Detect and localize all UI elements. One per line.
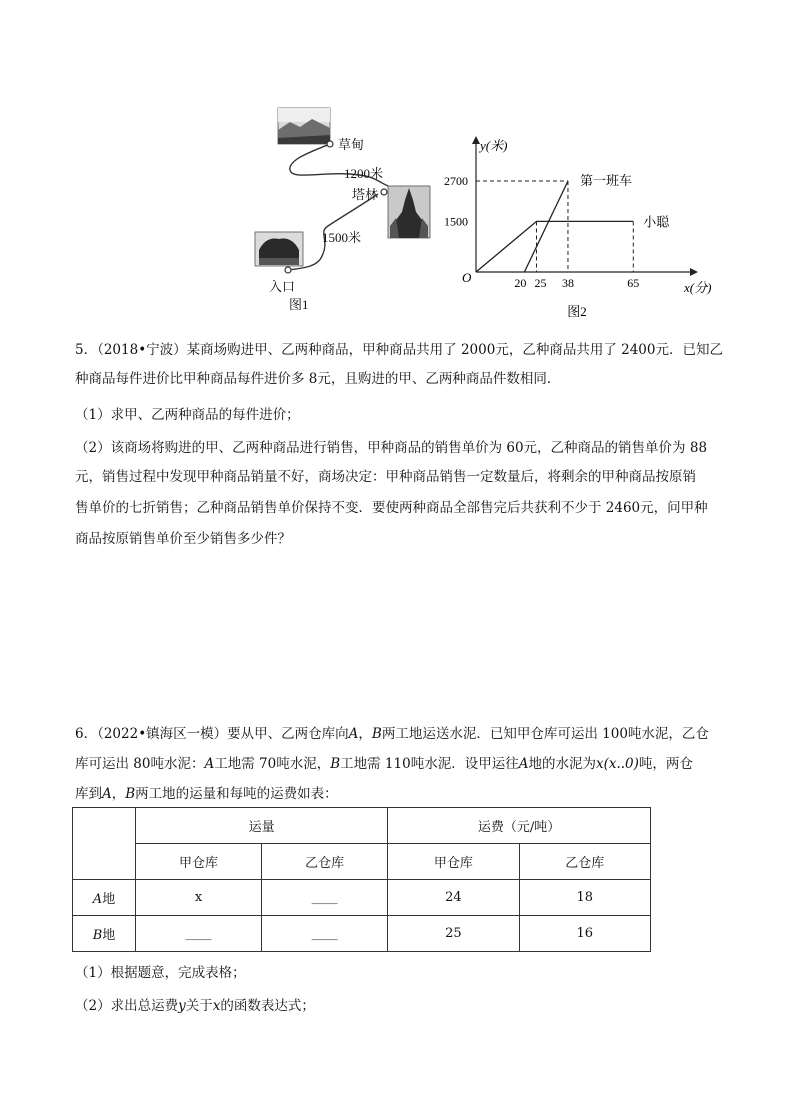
pagoda-point <box>381 189 387 195</box>
header-cost: 运费（元/吨） <box>388 808 651 844</box>
figure-1-caption: 图1 <box>289 297 309 312</box>
subheader-yi-volume: 乙仓库 <box>262 844 388 880</box>
subheader-jia-cost: 甲仓库 <box>388 844 519 880</box>
row-label-A <box>73 880 136 916</box>
header-volume: 运量 <box>136 808 388 844</box>
q6-part2-text-b: 关于 <box>185 998 213 1014</box>
q6-line-1 <box>75 722 709 742</box>
table-corner-cell <box>73 808 136 880</box>
q6-text-1a: 要从甲、乙两仓库向 <box>227 726 349 742</box>
var-B: B <box>330 756 341 772</box>
x-tick-label: 65 <box>627 276 640 290</box>
table-row <box>73 916 651 952</box>
y-axis-label: y(米) <box>480 138 508 153</box>
q6-comma: ， <box>358 726 372 742</box>
label-pagoda: 塔林 <box>352 187 379 202</box>
table-row <box>73 880 651 916</box>
figure-2-caption: 图2 <box>567 304 587 319</box>
cell-value: x <box>194 890 203 905</box>
x-axis-label: x(分) <box>684 280 712 295</box>
meadow-picture-icon <box>278 108 330 144</box>
q6-part2-text-c: 的函数表达式； <box>220 998 315 1014</box>
q6-text-2e: 吨，两仓 <box>638 756 693 772</box>
label-entrance: 入口 <box>269 279 296 294</box>
meadow-point <box>327 141 333 147</box>
table-header-row <box>73 808 651 844</box>
x-tick-label: 20 <box>514 276 527 290</box>
freight-table <box>72 807 651 952</box>
label-distance-lower: 1500米 <box>322 230 362 245</box>
cell-B-jia-volume <box>136 916 262 952</box>
var-A: A <box>102 786 112 802</box>
row-label-var: B <box>92 928 103 943</box>
q6-comma: ， <box>111 786 126 802</box>
q5-part-1: （1）求甲、乙两种商品的每件进价； <box>75 407 300 423</box>
cell-A-yi-volume <box>262 880 388 916</box>
cell-B-yi-cost: 16 <box>519 916 650 952</box>
q6-part-2 <box>75 994 315 1014</box>
y-axis-arrow-icon <box>472 136 480 144</box>
var-B: B <box>125 786 136 802</box>
blank-answer: ____ <box>311 890 338 905</box>
q6-number: 6． <box>75 726 98 742</box>
q6-text-2b: 工地需 70吨水泥， <box>214 756 331 772</box>
entrance-point <box>285 267 291 273</box>
series-line-xiaocong <box>476 221 633 272</box>
table-subheader-row <box>73 844 651 880</box>
row-label-suffix: 地 <box>102 928 116 943</box>
origin-label: O <box>462 270 472 285</box>
var-x-condition: x(x..0) <box>595 756 639 772</box>
q6-text-2c: 工地需 110吨水泥．设甲运往 <box>340 756 519 772</box>
q5-part-2-line-4: 商品按原销售单价至少销售多少件？ <box>75 531 291 547</box>
x-tick-label: 25 <box>534 276 547 290</box>
annotation-xiaocong: 小聪 <box>643 214 670 230</box>
q5-source: （2018•宁波） <box>97 342 187 358</box>
q6-text-2d: 地的水泥为 <box>528 756 596 772</box>
q5-part-2-line-1: （2）该商场将购进的甲、乙两种商品进行销售，甲种商品的销售单价为 60元，乙种商品的销售单价为 88 <box>75 440 708 456</box>
cell-A-jia-cost: 24 <box>388 880 519 916</box>
q6-text-3a: 库到 <box>75 786 102 802</box>
q5-line-1 <box>75 338 723 358</box>
blank-answer: ____ <box>185 926 212 941</box>
var-A: A <box>204 756 215 772</box>
row-label-suffix: 地 <box>102 892 116 907</box>
q6-source: （2022•镇海区一模） <box>97 726 228 742</box>
cell-B-jia-cost: 25 <box>388 916 519 952</box>
entrance-picture-icon <box>255 232 303 266</box>
label-meadow: 草甸 <box>338 137 365 152</box>
cell-A-yi-cost: 18 <box>519 880 650 916</box>
x-tick-label: 38 <box>561 276 574 290</box>
q5-part-2-line-3: 售单价的七折销售；乙种商品销售单价保持不变．要使两种商品全部售完后共获利不少于 2460元，问甲种 <box>75 500 708 516</box>
q6-line-2 <box>75 752 693 772</box>
var-y: y <box>178 998 186 1014</box>
q5-number: 5． <box>75 342 98 358</box>
q6-text-3b: 两工地的运量和每吨的运费如表： <box>135 786 338 802</box>
pagoda-picture-icon <box>388 186 430 238</box>
q5-line-2: 种商品每件进价比甲种商品每件进价多 8元，且购进的甲、乙两种商品件数相同． <box>75 371 561 387</box>
blank-answer: ____ <box>311 926 338 941</box>
var-A: A <box>348 726 359 742</box>
var-A: A <box>518 756 529 772</box>
cell-B-yi-volume <box>262 916 388 952</box>
subheader-jia-volume: 甲仓库 <box>136 844 262 880</box>
q6-line-3 <box>75 782 338 802</box>
cell-A-jia-volume <box>136 880 262 916</box>
subheader-yi-cost: 乙仓库 <box>519 844 650 880</box>
annotation-first-bus: 第一班车 <box>579 173 632 189</box>
label-distance-upper: 1200米 <box>344 166 384 181</box>
q6-part-1: （1）根据题意，完成表格； <box>75 965 246 981</box>
x-axis-arrow-icon <box>690 268 698 276</box>
figure-2-chart <box>440 128 730 328</box>
q6-text-2a: 库可运出 80吨水泥： <box>75 756 205 772</box>
q5-text-1: 某商场购进甲、乙两种商品，甲种商品共用了 2000元，乙种商品共用了 2400元．已知乙 <box>186 342 723 358</box>
var-x: x <box>212 998 221 1014</box>
q5-part-2-line-2: 元，销售过程中发现甲种商品销量不好，商场决定：甲种商品销售一定数量后，将剩余的甲种商品按原销 <box>75 469 696 485</box>
var-B: B <box>371 726 382 742</box>
y-tick-label: 2700 <box>444 174 468 189</box>
row-label-var: A <box>92 892 103 907</box>
y-tick-label: 1500 <box>444 214 468 229</box>
q6-text-1b: 两工地运送水泥．已知甲仓库可运出 100吨水泥，乙仓 <box>381 726 709 742</box>
q6-part2-text-a: （2）求出总运费 <box>75 998 179 1014</box>
row-label-B <box>73 916 136 952</box>
